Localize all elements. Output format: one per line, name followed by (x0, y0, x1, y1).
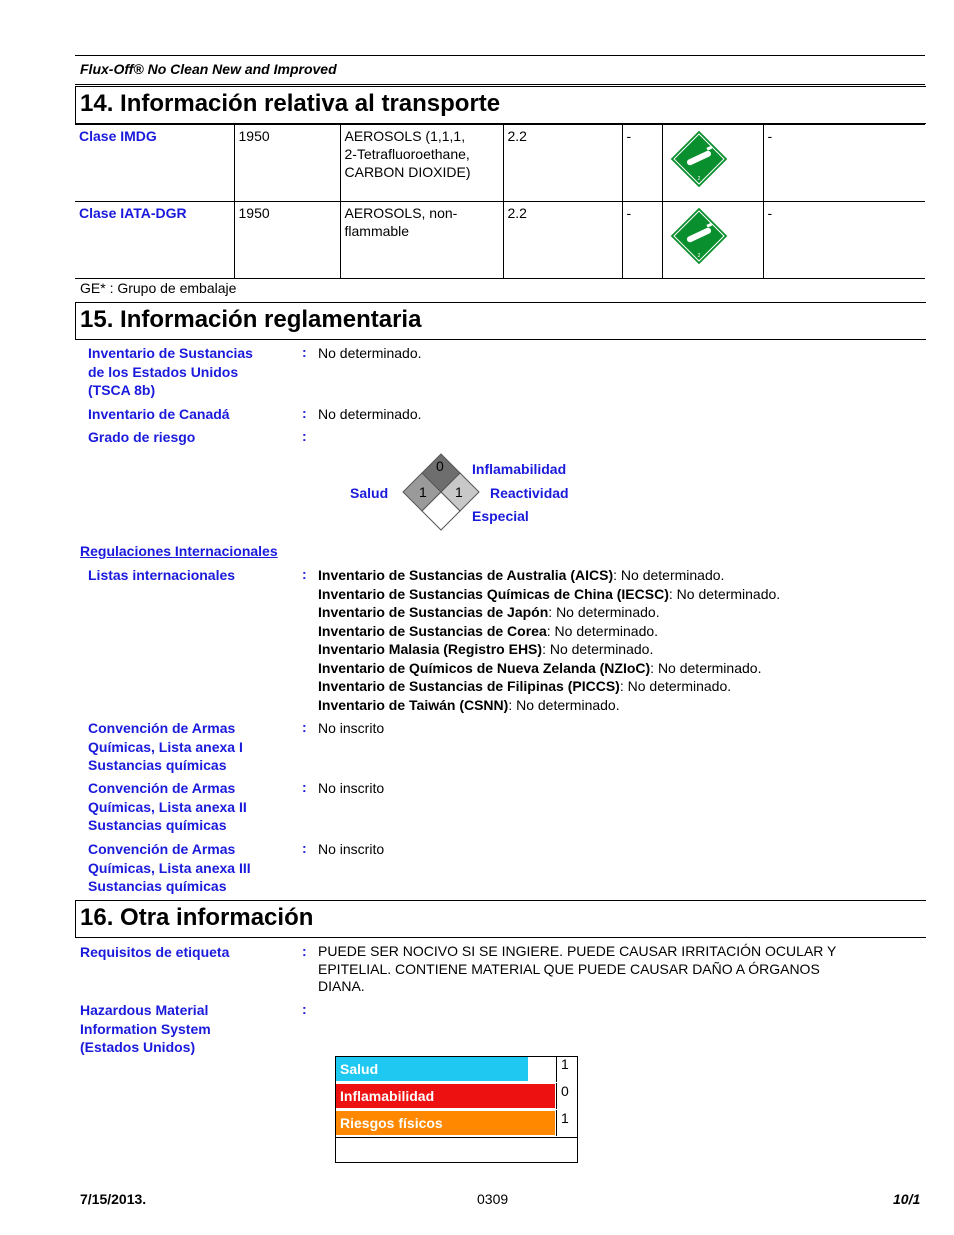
colon: : (302, 943, 307, 959)
colon: : (302, 405, 307, 421)
table-row (75, 125, 925, 202)
imdg-un: 1950 (234, 125, 340, 202)
canada-value: No determinado. (318, 406, 422, 422)
hmis-label: Hazardous Material Information System (Estados Unidos) (80, 1002, 211, 1055)
risk-grade-label: Grado de riesgo (88, 429, 196, 445)
section-14-header (75, 86, 926, 124)
footer-page: 10/1 (893, 1191, 921, 1207)
colon: : (302, 428, 307, 444)
colon: : (302, 779, 307, 795)
colon: : (302, 1001, 307, 1017)
list-item: Inventario de Sustancias de Japón: No determinado. (318, 604, 660, 620)
list-item: Inventario de Sustancias de Australia (AICS): No determinado. (318, 567, 725, 583)
list-item: Inventario de Sustancias Químicas de China (IECSC): No determinado. (318, 585, 781, 602)
hmis-health-value: 1 (556, 1056, 578, 1082)
imdg-extra: - (763, 125, 925, 202)
iata-shipping-name (340, 202, 503, 279)
imdg-placard-cell (662, 125, 763, 202)
iata-pg: - (622, 202, 662, 279)
list-item: Inventario Malasia (Registro EHS): No determinado. (318, 641, 654, 657)
nfpa-reactivity-value: 1 (455, 484, 463, 500)
imdg-class: 2.2 (503, 125, 622, 202)
nfpa-health-label: Salud (350, 485, 389, 501)
section-16-header (75, 900, 926, 938)
section-14-title: 14. Información relativa al transporte (80, 90, 501, 117)
intl-lists (318, 566, 780, 714)
list-item: Inventario de Taiwán (CSNN): No determinado. (318, 696, 620, 713)
imdg-label: Clase IMDG (79, 128, 157, 144)
tsca-label-line3: (TSCA 8b) (88, 382, 156, 398)
hmis-physical-value: 1 (556, 1110, 578, 1136)
hmis-physical-label: Riesgos físicos (336, 1111, 555, 1135)
iata-label: Clase IATA-DGR (79, 205, 187, 221)
imdg-name-line3: CARBON DIOXIDE) (344, 164, 471, 180)
product-name: Flux-Off® No Clean New and Improved (80, 61, 337, 77)
iata-class: 2.2 (503, 202, 622, 279)
iata-name-line1: AEROSOLS, non- (344, 205, 458, 221)
cwc-schedule-1-value: No inscrito (318, 720, 385, 736)
imdg-name-line2: 2-Tetrafluoroethane, (344, 146, 470, 162)
tsca-label (88, 344, 253, 400)
label-requirements-label: Requisitos de etiqueta (80, 944, 230, 960)
table-row (75, 202, 925, 279)
iata-un: 1950 (234, 202, 340, 279)
cwc-schedule-3-value: No inscrito (318, 841, 385, 857)
nfpa-reactivity-label: Reactividad (490, 485, 569, 501)
canada-label: Inventario de Canadá (88, 406, 230, 422)
footer-code: 0309 (477, 1191, 509, 1207)
hmis-health-row (335, 1056, 578, 1082)
svg-text:2: 2 (697, 253, 700, 259)
nfpa-flammability-label: Inflamabilidad (472, 461, 567, 477)
imdg-shipping-name (340, 125, 503, 202)
gas-cylinder-icon (669, 129, 729, 189)
nfpa-special-label: Especial (472, 508, 529, 524)
nfpa-health-value: 1 (419, 484, 427, 500)
tsca-label-line2: de los Estados Unidos (88, 363, 239, 380)
cwc-schedule-1-label: Convención de Armas Químicas, Lista anexa I Sustancias químicas (88, 720, 243, 773)
packing-group-footnote: GE* : Grupo de embalaje (80, 280, 237, 296)
transport-table (75, 124, 925, 279)
hmis-physical-row (335, 1110, 578, 1136)
hmis-divider (335, 1137, 578, 1138)
intl-lists-label: Listas internacionales (88, 567, 236, 583)
iata-name-line2: flammable (344, 223, 410, 239)
hmis-flammability-value: 0 (556, 1083, 578, 1109)
intl-regulations-link[interactable]: Regulaciones Internacionales (80, 543, 278, 559)
hmis-health-label: Salud (336, 1057, 528, 1081)
gas-cylinder-icon (669, 206, 729, 266)
imdg-name-line1: AEROSOLS (1,1,1, (344, 128, 466, 144)
svg-text:2: 2 (697, 176, 700, 182)
hmis-flammability-label: Inflamabilidad (336, 1084, 555, 1108)
colon: : (302, 344, 307, 360)
cwc-schedule-3-label: Convención de Armas Químicas, Lista anexa III Sustancias químicas (88, 841, 251, 894)
cwc-schedule-2-label: Convención de Armas Químicas, Lista anexa II Sustancias químicas (88, 780, 247, 833)
section-15-title: 15. Información reglamentaria (80, 306, 422, 333)
hmis-flammability-row (335, 1083, 578, 1109)
list-item: Inventario de Sustancias de Filipinas (PICCS): No determinado. (318, 678, 732, 694)
colon: : (302, 566, 307, 582)
nfpa-flammability-value: 0 (436, 458, 444, 474)
section-15-header (75, 302, 926, 340)
colon: : (302, 719, 307, 735)
colon: : (302, 840, 307, 856)
list-item: Inventario de Sustancias de Corea: No determinado. (318, 622, 659, 639)
tsca-label-line1: Inventario de Sustancias (88, 345, 253, 361)
list-item: Inventario de Químicos de Nueva Zelanda (NZIoC): No determinado. (318, 659, 762, 676)
imdg-pg: - (622, 125, 662, 202)
footer-date: 7/15/2013. (80, 1191, 147, 1207)
section-16-title: 16. Otra información (80, 904, 314, 931)
iata-extra: - (763, 202, 925, 279)
label-requirements-value: PUEDE SER NOCIVO SI SE INGIERE. PUEDE CAUSAR IRRITACIÓN OCULAR Y EPITELIAL. CONTIENE MATERIAL QUE PUEDE CAUSAR DAÑO A ÓRGANOS DIANA. (318, 943, 837, 994)
tsca-value: No determinado. (318, 345, 422, 361)
cwc-schedule-2-value: No inscrito (318, 780, 385, 796)
iata-placard-cell (662, 202, 763, 279)
